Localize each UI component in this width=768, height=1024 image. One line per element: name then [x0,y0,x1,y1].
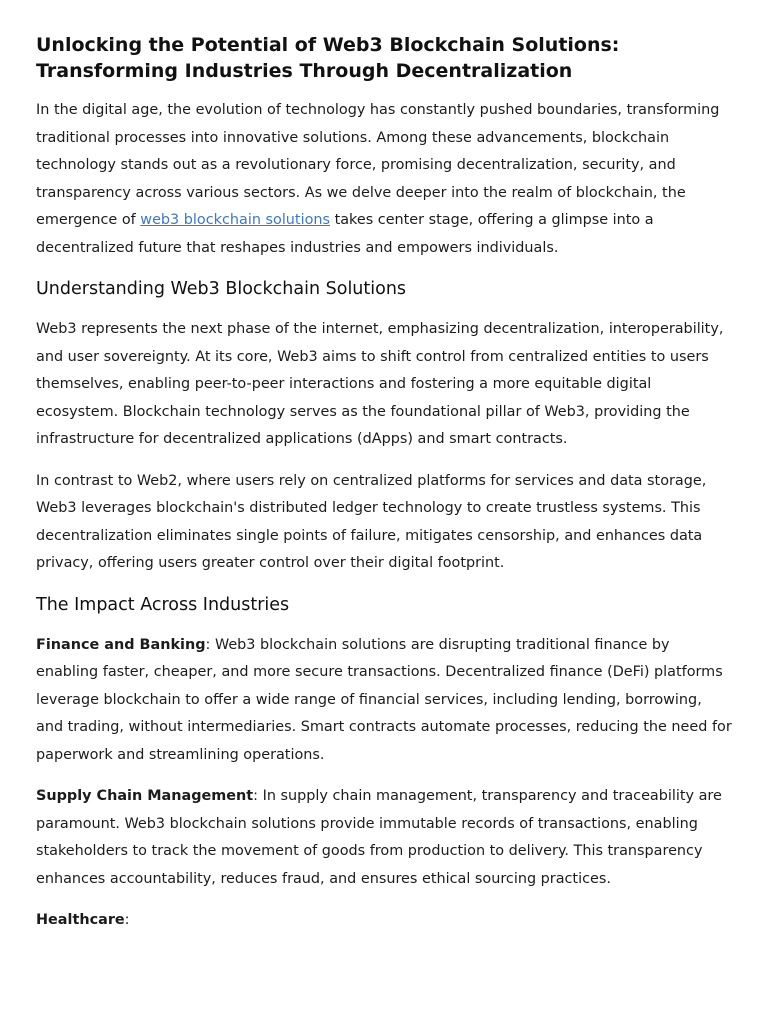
web3-solutions-link[interactable]: web3 blockchain solutions [140,212,330,228]
supply-chain-paragraph [36,783,732,893]
understanding-paragraph-1: Web3 represents the next phase of the internet, emphasizing decentralization, interoperability, and user sovereignty. At its core, Web3 aims to shift control from centralized entities to users themselves, enabling peer-to-peer interactions and fostering a more equitable digital ecosystem. Blockchain technology serves as the foundational pillar of Web3, providing the infrastructure for decentralized applications (dApps) and smart contracts. [36,321,724,447]
finance-label: Finance and Banking [36,636,206,653]
section-heading-understanding: Understanding Web3 Blockchain Solutions [36,279,407,299]
finance-text: : Web3 blockchain solutions are disrupting traditional finance by enabling faster, cheaper, and more secure transactions. Decentralized finance (DeFi) platforms leverage blockchain to offer a wide range of financial services, including lending, borrowing, and trading, without intermediaries. Smart contracts automate processes, reducing the need for paperwork and streamlining operations. [36,636,732,763]
finance-paragraph [36,632,732,770]
supply-chain-text: : In supply chain management, transparency and traceability are paramount. Web3 blockchain solutions provide immutable records of transactions, enabling stakeholders to track the movement of goods from production to delivery. This transparency enhances accountability, reduces fraud, and ensures ethical sourcing practices. [36,788,722,887]
article-title: Unlocking the Potential of Web3 Blockchain Solutions: Transforming Industries Through Decentralization [36,34,620,82]
healthcare-text: : [124,912,130,928]
intro-text-after-link: takes center stage, offering a glimpse into a decentralized future that reshapes industries and empowers individuals. [36,212,654,256]
understanding-paragraph-2: In contrast to Web2, where users rely on centralized platforms for services and data storage, Web3 leverages blockchain's distributed ledger technology to create trustless systems. This decentralization eliminates single points of failure, mitigates censorship, and enhances data privacy, offering users greater control over their digital footprint. [36,472,707,571]
intro-paragraph [36,97,732,262]
section-heading-impact: The Impact Across Industries [36,594,290,615]
supply-chain-label: Supply Chain Management [36,788,254,804]
intro-text-before-link: In the digital age, the evolution of technology has constantly pushed boundaries, transforming traditional processes into innovative solutions. Among these advancements, blockchain technology stands out as a revolutionary force, promising decentralization, security, and transparency across various sectors. As we delve deeper into the realm of blockchain, the emergence of [36,102,720,228]
healthcare-paragraph [36,907,732,935]
healthcare-label: Healthcare [36,912,125,928]
